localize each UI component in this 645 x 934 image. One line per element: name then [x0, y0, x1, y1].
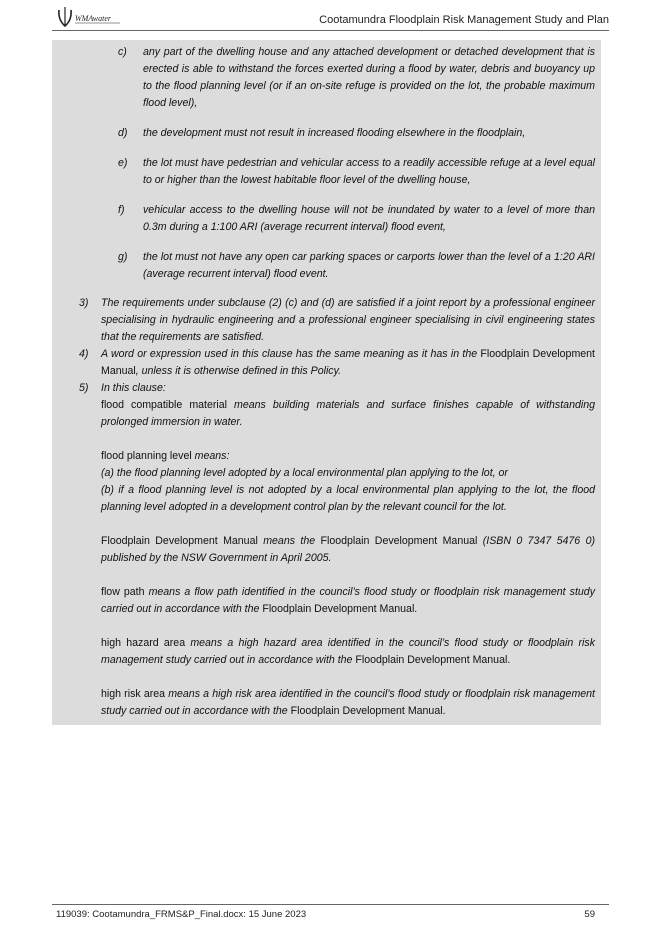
- logo-text: WMAwater: [75, 14, 111, 23]
- clause-text: In this clause:: [101, 382, 166, 394]
- subitem-text: the lot must not have any open car parking spaces or carports lower than the level of a 1:20 ARI (average recurrent interval) flood event.: [143, 251, 595, 280]
- page-footer: [52, 904, 609, 925]
- page-number: 59: [584, 909, 595, 920]
- definition-floodplain-development-manual: [52, 533, 601, 567]
- clause-marker: 3): [79, 297, 89, 309]
- policy-content: [52, 44, 601, 737]
- definition-text: means building materials and surface finishes capable of withstanding prolonged immersion in water.: [101, 399, 595, 428]
- definition-high-risk-area: [52, 686, 601, 720]
- subitem-marker: g): [118, 251, 128, 263]
- definition-flood-compatible-material: [52, 397, 601, 431]
- definition-end: .: [507, 654, 511, 666]
- clause-marker: 5): [79, 382, 89, 394]
- defined-term: Floodplain Development Manual: [290, 705, 443, 717]
- subitem: [52, 202, 601, 236]
- clause-text: The requirements under subclause (2) (c) and (d) are satisfied if a joint report by a professional engineer specialising in hydraulic engineering and a professional engineer specialising in civil engineering states that the requirements are satisfied.: [101, 297, 595, 343]
- definition-text: means a high risk area identified in the council’s flood study or floodplain risk management study carried out in accordance with the: [101, 688, 595, 717]
- subitem: [52, 44, 601, 112]
- definition-text: means a high hazard area identified in the council’s flood study or floodplain risk management study carried out in accordance with the: [101, 637, 595, 666]
- clause-text: A word or expression used in this clause has the same meaning as it has in the: [101, 348, 481, 360]
- subitem: [52, 155, 601, 189]
- subitem-marker: f): [118, 204, 125, 216]
- company-logo: [56, 6, 122, 28]
- subitem-text: vehicular access to the dwelling house will not be inundated by water to a level of more than 0.3m during a 1:100 ARI (average recurrent interval) flood event,: [143, 204, 595, 233]
- clause-3: [52, 295, 601, 346]
- subitem-marker: e): [118, 157, 128, 169]
- defined-term: Floodplain Development Manual: [355, 654, 508, 666]
- subitem-marker: c): [118, 46, 127, 58]
- definition-text: means the: [257, 535, 321, 547]
- document-title: Cootamundra Floodplain Risk Management Study and Plan: [319, 14, 609, 26]
- definition-high-hazard-area: [52, 635, 601, 669]
- subitem: [52, 125, 601, 142]
- definition-option-a: (a) the flood planning level adopted by a local environmental plan applying to the lot, or: [101, 467, 508, 479]
- defined-term: flow path: [101, 586, 145, 598]
- subitem-text: the lot must have pedestrian and vehicular access to a readily accessible refuge at a level equal to or higher than the lowest habitable floor level of the dwelling house,: [143, 157, 595, 186]
- page-header: [52, 8, 609, 31]
- definition-text: means:: [191, 450, 230, 462]
- defined-term: high risk area: [101, 688, 166, 700]
- definition-flow-path: [52, 584, 601, 618]
- definition-text: means a flow path identified in the council’s flood study or floodplain risk management study carried out in accordance with the: [101, 586, 595, 615]
- footer-document-ref: 119039: Cootamundra_FRMS&P_Final.docx: 15 June 2023: [56, 909, 307, 920]
- clause-text: , unless it is otherwise defined in this Policy.: [135, 365, 342, 377]
- defined-term: flood planning level: [101, 450, 192, 462]
- defined-term: flood compatible material: [101, 399, 227, 411]
- definition-end: .: [442, 705, 446, 717]
- defined-term: Floodplain Development Manual: [320, 535, 478, 547]
- subitem-text: any part of the dwelling house and any attached development or detached development that is erected is able to withstand the forces exerted during a flood by water, debris and buoyancy up to the flood planning level (or if an on-site refuge is provided on the lot, the probable maximum flood level),: [143, 46, 595, 109]
- definition-option-b: (b) if a flood planning level is not adopted by a local environmental plan applying to the lot, the flood planning level adopted in a development control plan by the relevant council for the lot.: [101, 484, 595, 513]
- subitem-text: the development must not result in increased flooding elsewhere in the floodplain,: [143, 127, 526, 139]
- defined-term: Floodplain Development Manual: [101, 348, 595, 377]
- defined-term: Floodplain Development Manual: [101, 535, 258, 547]
- subitem: [52, 249, 601, 283]
- definition-text: (ISBN 0 7347 5476 0) published by the NSW Government in April 2005.: [101, 535, 596, 564]
- clause-4: [52, 346, 601, 380]
- clause-marker: 4): [79, 348, 89, 360]
- defined-term: high hazard area: [101, 637, 186, 649]
- definition-end: .: [414, 603, 418, 615]
- definition-flood-planning-level: [52, 448, 601, 516]
- defined-term: Floodplain Development Manual: [262, 603, 415, 615]
- clause-5: [52, 380, 601, 397]
- subitem-marker: d): [118, 127, 128, 139]
